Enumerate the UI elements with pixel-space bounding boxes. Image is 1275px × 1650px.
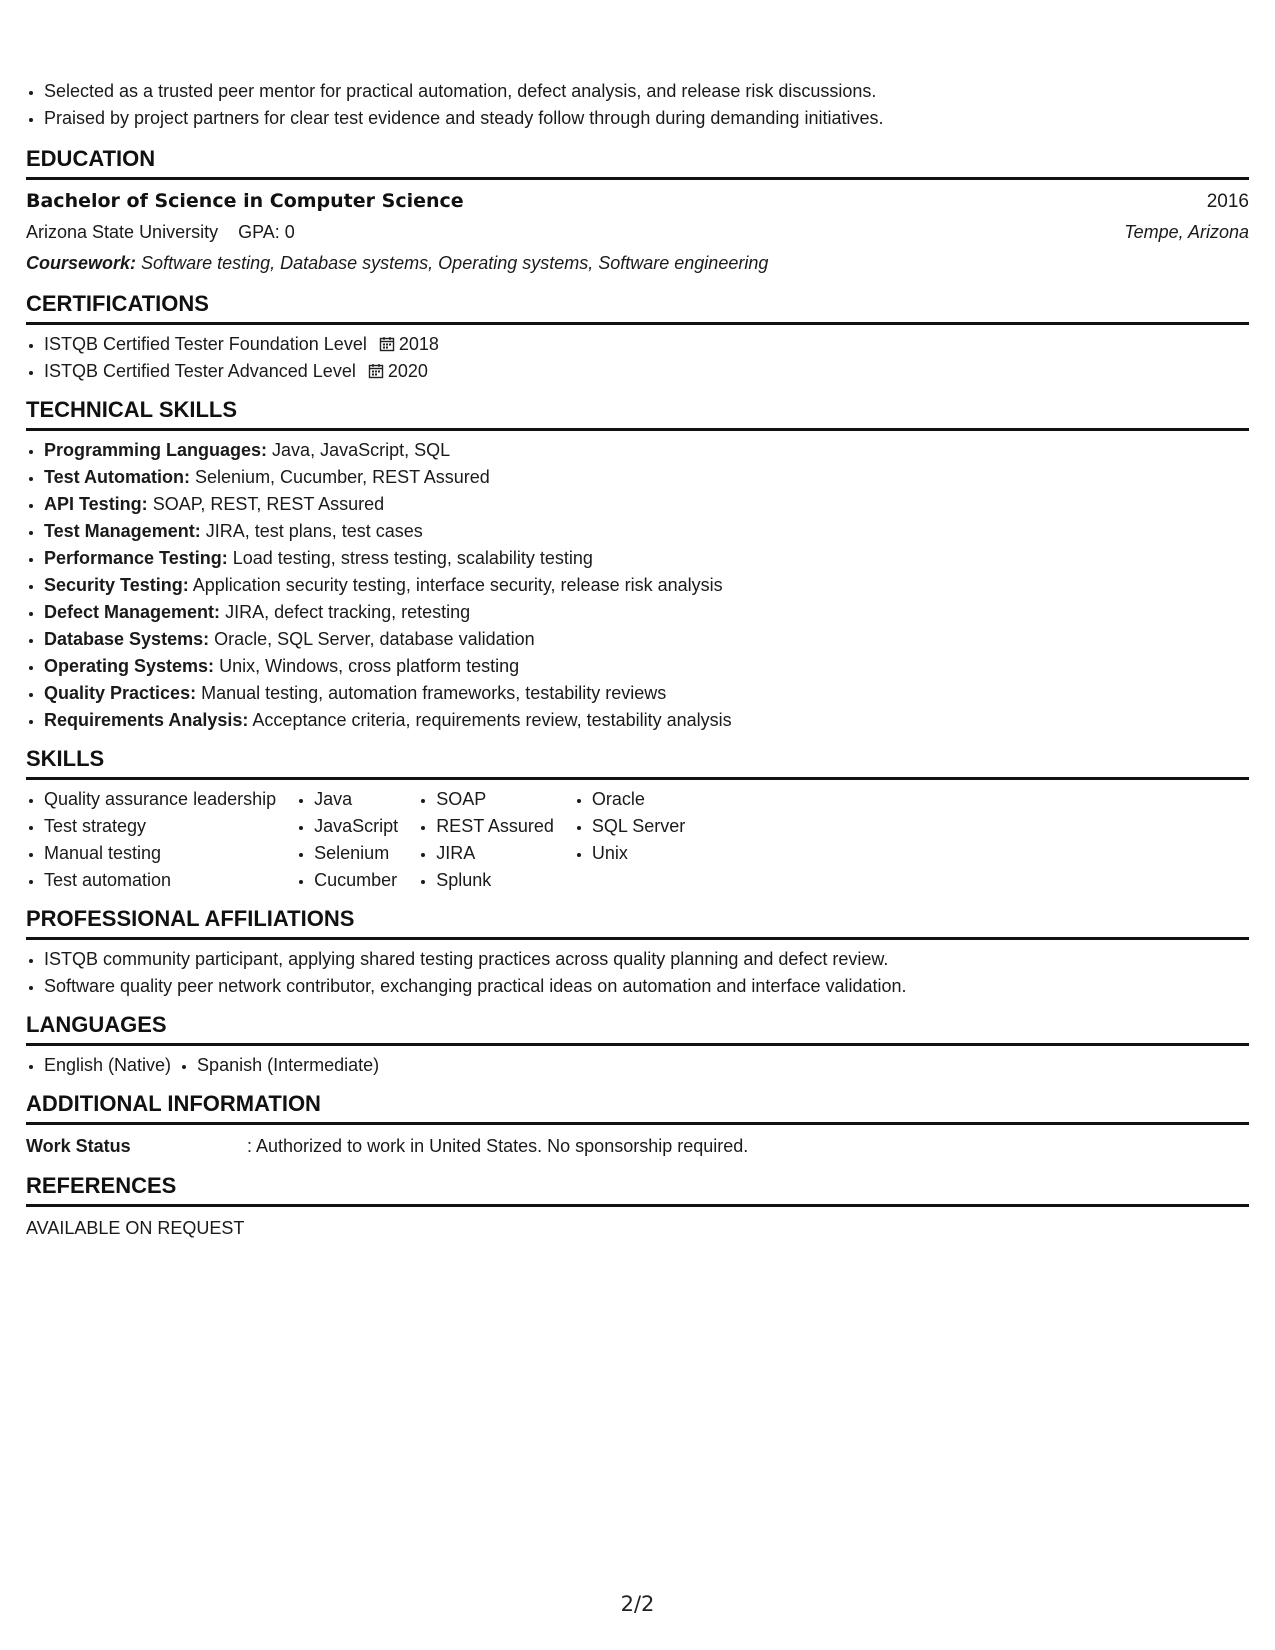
degree-name: Bachelor of Science in Computer Science [26,190,464,212]
section-title: REFERENCES [26,1173,1249,1207]
list-item: • Splunk [436,867,554,894]
references-text: AVAILABLE ON REQUEST [26,1218,245,1238]
list-item: • SQL Server [592,813,685,840]
list-item: • Java [314,786,398,813]
skill-value: Unix, Windows, cross platform testing [219,656,520,676]
list-item: • ISTQB community participant, applying shared testing practices across quality planning and defect review. [44,946,1249,973]
list-item [44,545,1249,572]
technical-skills-section [26,397,1249,734]
skills-column [418,786,554,894]
certification-year: 2018 [398,334,439,354]
section-title: ADDITIONAL INFORMATION [26,1091,1249,1125]
certification-name: ISTQB Certified Tester Foundation Level [44,334,367,354]
list-item [44,599,1249,626]
list-item: • Test strategy [44,813,276,840]
list-item [44,707,1249,734]
list-item [44,331,1249,358]
gpa: GPA: 0 [238,222,295,242]
skill-label: Security Testing: [44,575,189,595]
skill-label: Programming Languages: [44,440,268,460]
school-name: Arizona State University [26,222,219,242]
list-item: • SOAP [436,786,554,813]
list-item: • Test automation [44,867,276,894]
skills-column [296,786,398,894]
section-title: SKILLS [26,746,1249,780]
coursework-label: Coursework: [26,253,137,273]
languages-section [26,1012,1249,1079]
skill-label: Test Management: [44,521,201,541]
skill-value: JIRA, defect tracking, retesting [225,602,471,622]
list-item: • Spanish (Intermediate) [197,1052,379,1079]
skill-label: Performance Testing: [44,548,228,568]
coursework [26,248,1249,279]
skills-section [26,746,1249,894]
list-item: • Praised by project partners for clear test evidence and steady follow through during demanding initiatives. [44,105,1249,132]
certification-year: 2020 [387,361,428,381]
skill-value: SOAP, REST, REST Assured [152,494,385,514]
additional-info-section [26,1091,1249,1161]
education-section [26,146,1249,279]
list-item [44,491,1249,518]
skill-label: Operating Systems: [44,656,215,676]
skill-value: Application security testing, interface security, release risk analysis [192,575,723,595]
graduation-year: 2016 [1206,191,1249,212]
list-item: • Software quality peer network contributor, exchanging practical ideas on automation and interface validation. [44,973,1249,1000]
list-item [44,437,1249,464]
skill-value: Manual testing, automation frameworks, testability reviews [201,683,667,703]
list-item: • Selenium [314,840,398,867]
resume-page [26,78,1249,1255]
certification-name: ISTQB Certified Tester Advanced Level [44,361,356,381]
skill-value: Java, JavaScript, SQL [272,440,451,460]
list-item [44,358,1249,385]
page-number: 2/2 [620,1592,655,1616]
skill-value: Oracle, SQL Server, database validation [214,629,535,649]
skill-value: Selenium, Cucumber, REST Assured [195,467,490,487]
list-item: • JIRA [436,840,554,867]
calendar-icon [368,363,384,379]
list-item [44,653,1249,680]
skills-grid [26,786,1249,894]
list-item: • REST Assured [436,813,554,840]
section-title: CERTIFICATIONS [26,291,1249,325]
list-item: • Unix [592,840,685,867]
affiliations-section [26,906,1249,1000]
calendar-icon [379,336,395,352]
list-item: • English (Native) [44,1052,171,1079]
skill-value: JIRA, test plans, test cases [205,521,423,541]
list-item: • JavaScript [314,813,398,840]
work-status-label: Work Status [26,1136,131,1156]
list-item [44,626,1249,653]
section-title: LANGUAGES [26,1012,1249,1046]
list-item [44,464,1249,491]
section-title: EDUCATION [26,146,1249,180]
skill-label: API Testing: [44,494,148,514]
skills-column [26,786,276,894]
list-item: • Quality assurance leadership [44,786,276,813]
skill-value: Acceptance criteria, requirements review, testability analysis [252,710,732,730]
school-location: Tempe, Arizona [1124,222,1249,242]
skill-label: Defect Management: [44,602,221,622]
references-section [26,1173,1249,1243]
section-title: PROFESSIONAL AFFILIATIONS [26,906,1249,940]
skill-label: Test Automation: [44,467,190,487]
work-status-value: : Authorized to work in United States. No sponsorship required. [247,1136,749,1156]
list-item [44,680,1249,707]
certifications-section [26,291,1249,385]
list-item [44,572,1249,599]
coursework-list: Software testing, Database systems, Operating systems, Software engineering [141,253,769,273]
list-item: • Cucumber [314,867,398,894]
skills-column [574,786,685,894]
list-item: • Oracle [592,786,685,813]
experience-bullets [26,78,1249,132]
skill-label: Database Systems: [44,629,210,649]
list-item: • Manual testing [44,840,276,867]
skill-label: Requirements Analysis: [44,710,249,730]
skill-value: Load testing, stress testing, scalability testing [232,548,593,568]
list-item [44,518,1249,545]
list-item: • Selected as a trusted peer mentor for practical automation, defect analysis, and release risk discussions. [44,78,1249,105]
section-title: TECHNICAL SKILLS [26,397,1249,431]
skill-label: Quality Practices: [44,683,197,703]
